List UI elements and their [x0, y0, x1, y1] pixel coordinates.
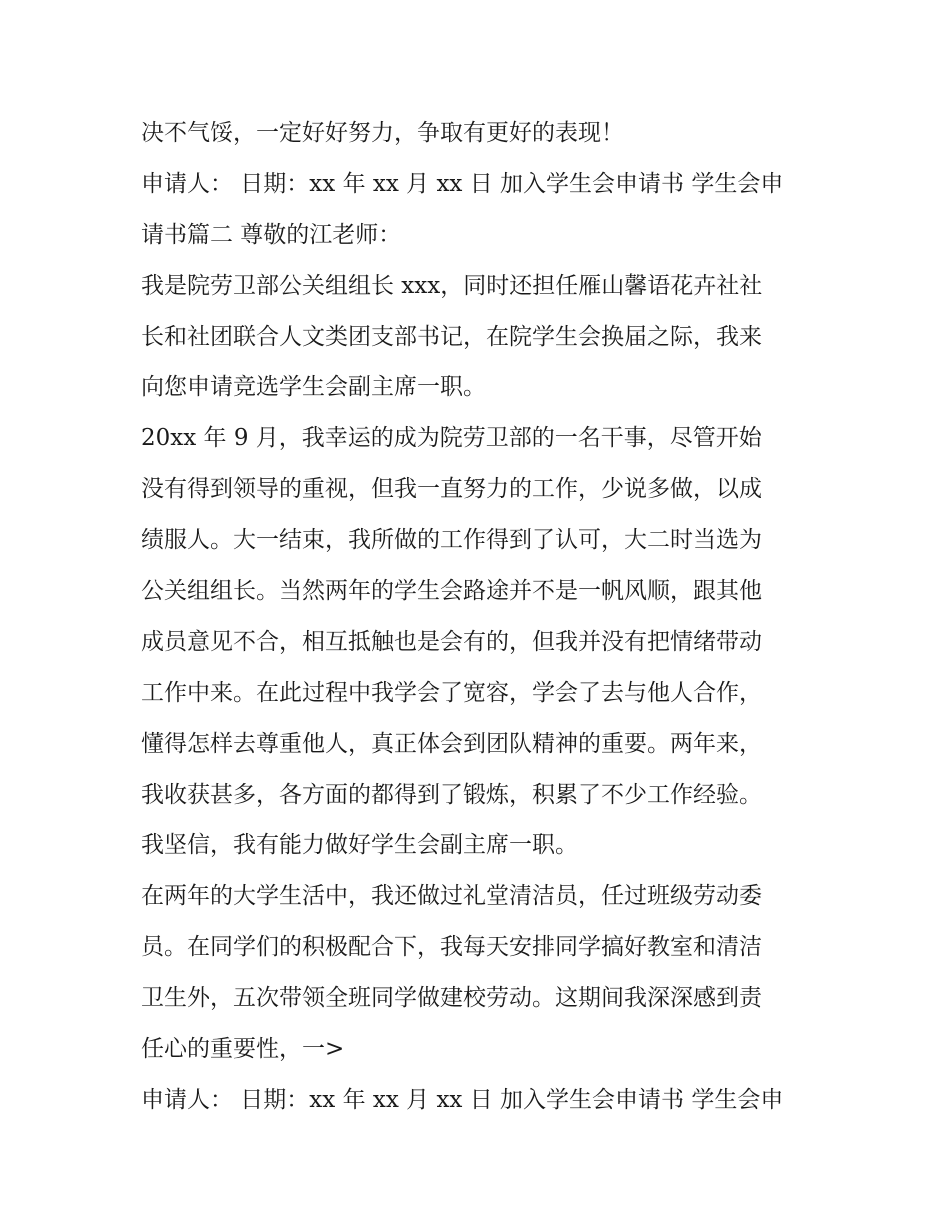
text-line: 在两年的大学生活中，我还做过礼堂清洁员，任过班级劳动委 — [141, 883, 762, 910]
text-line: 我坚信，我有能力做好学生会副主席一职。 — [141, 832, 578, 859]
text-line: 工作中来。在此过程中我学会了宽容，学会了去与他人合作， — [141, 679, 762, 706]
text-line: 长和社团联合人文类团支部书记，在院学生会换届之际，我来 — [141, 323, 762, 350]
text-line: 20xx 年 9 月，我幸运的成为院劳卫部的一名干事，尽管开始 — [141, 425, 762, 452]
text-line: 决不气馁，一定好好努力，争取有更好的表现！ — [141, 120, 624, 146]
text-line: 成员意见不合，相互抵触也是会有的，但我并没有把情绪带动 — [141, 628, 762, 655]
text-line: 绩服人。大一结束，我所做的工作得到了认可，大二时当选为 — [141, 527, 762, 554]
text-line: 卫生外，五次带领全班同学做建校劳动。这期间我深深感到责 — [141, 985, 762, 1012]
text-line: 懂得怎样去尊重他人，真正体会到团队精神的重要。两年来， — [141, 730, 762, 757]
document-body — [141, 108, 821, 1126]
text-line: 公关组组长。当然两年的学生会路途并不是一帆风顺，跟其他 — [141, 578, 762, 605]
text-line: 请书篇二 尊敬的江老师： — [141, 221, 402, 248]
text-line: 我收获甚多，各方面的都得到了锻炼，积累了不少工作经验。 — [141, 781, 762, 808]
text-line: 向您申请竞选学生会副主席一职。 — [141, 374, 486, 401]
text-line: 申请人： 日期：xx 年 xx 月 xx 日 加入学生会申请书 学生会申 — [141, 170, 784, 197]
text-line: 员。在同学们的积极配合下，我每天安排同学搞好教室和清洁 — [141, 934, 762, 961]
text-line: 任心的重要性，一> — [141, 1036, 345, 1063]
text-line: 申请人： 日期：xx 年 xx 月 xx 日 加入学生会申请书 学生会申 — [141, 1086, 784, 1113]
text-line: 没有得到领导的重视，但我一直努力的工作，少说多做，以成 — [141, 476, 762, 503]
text-line: 我是院劳卫部公关组组长 xxx，同时还担任雁山馨语花卉社社 — [141, 272, 763, 299]
